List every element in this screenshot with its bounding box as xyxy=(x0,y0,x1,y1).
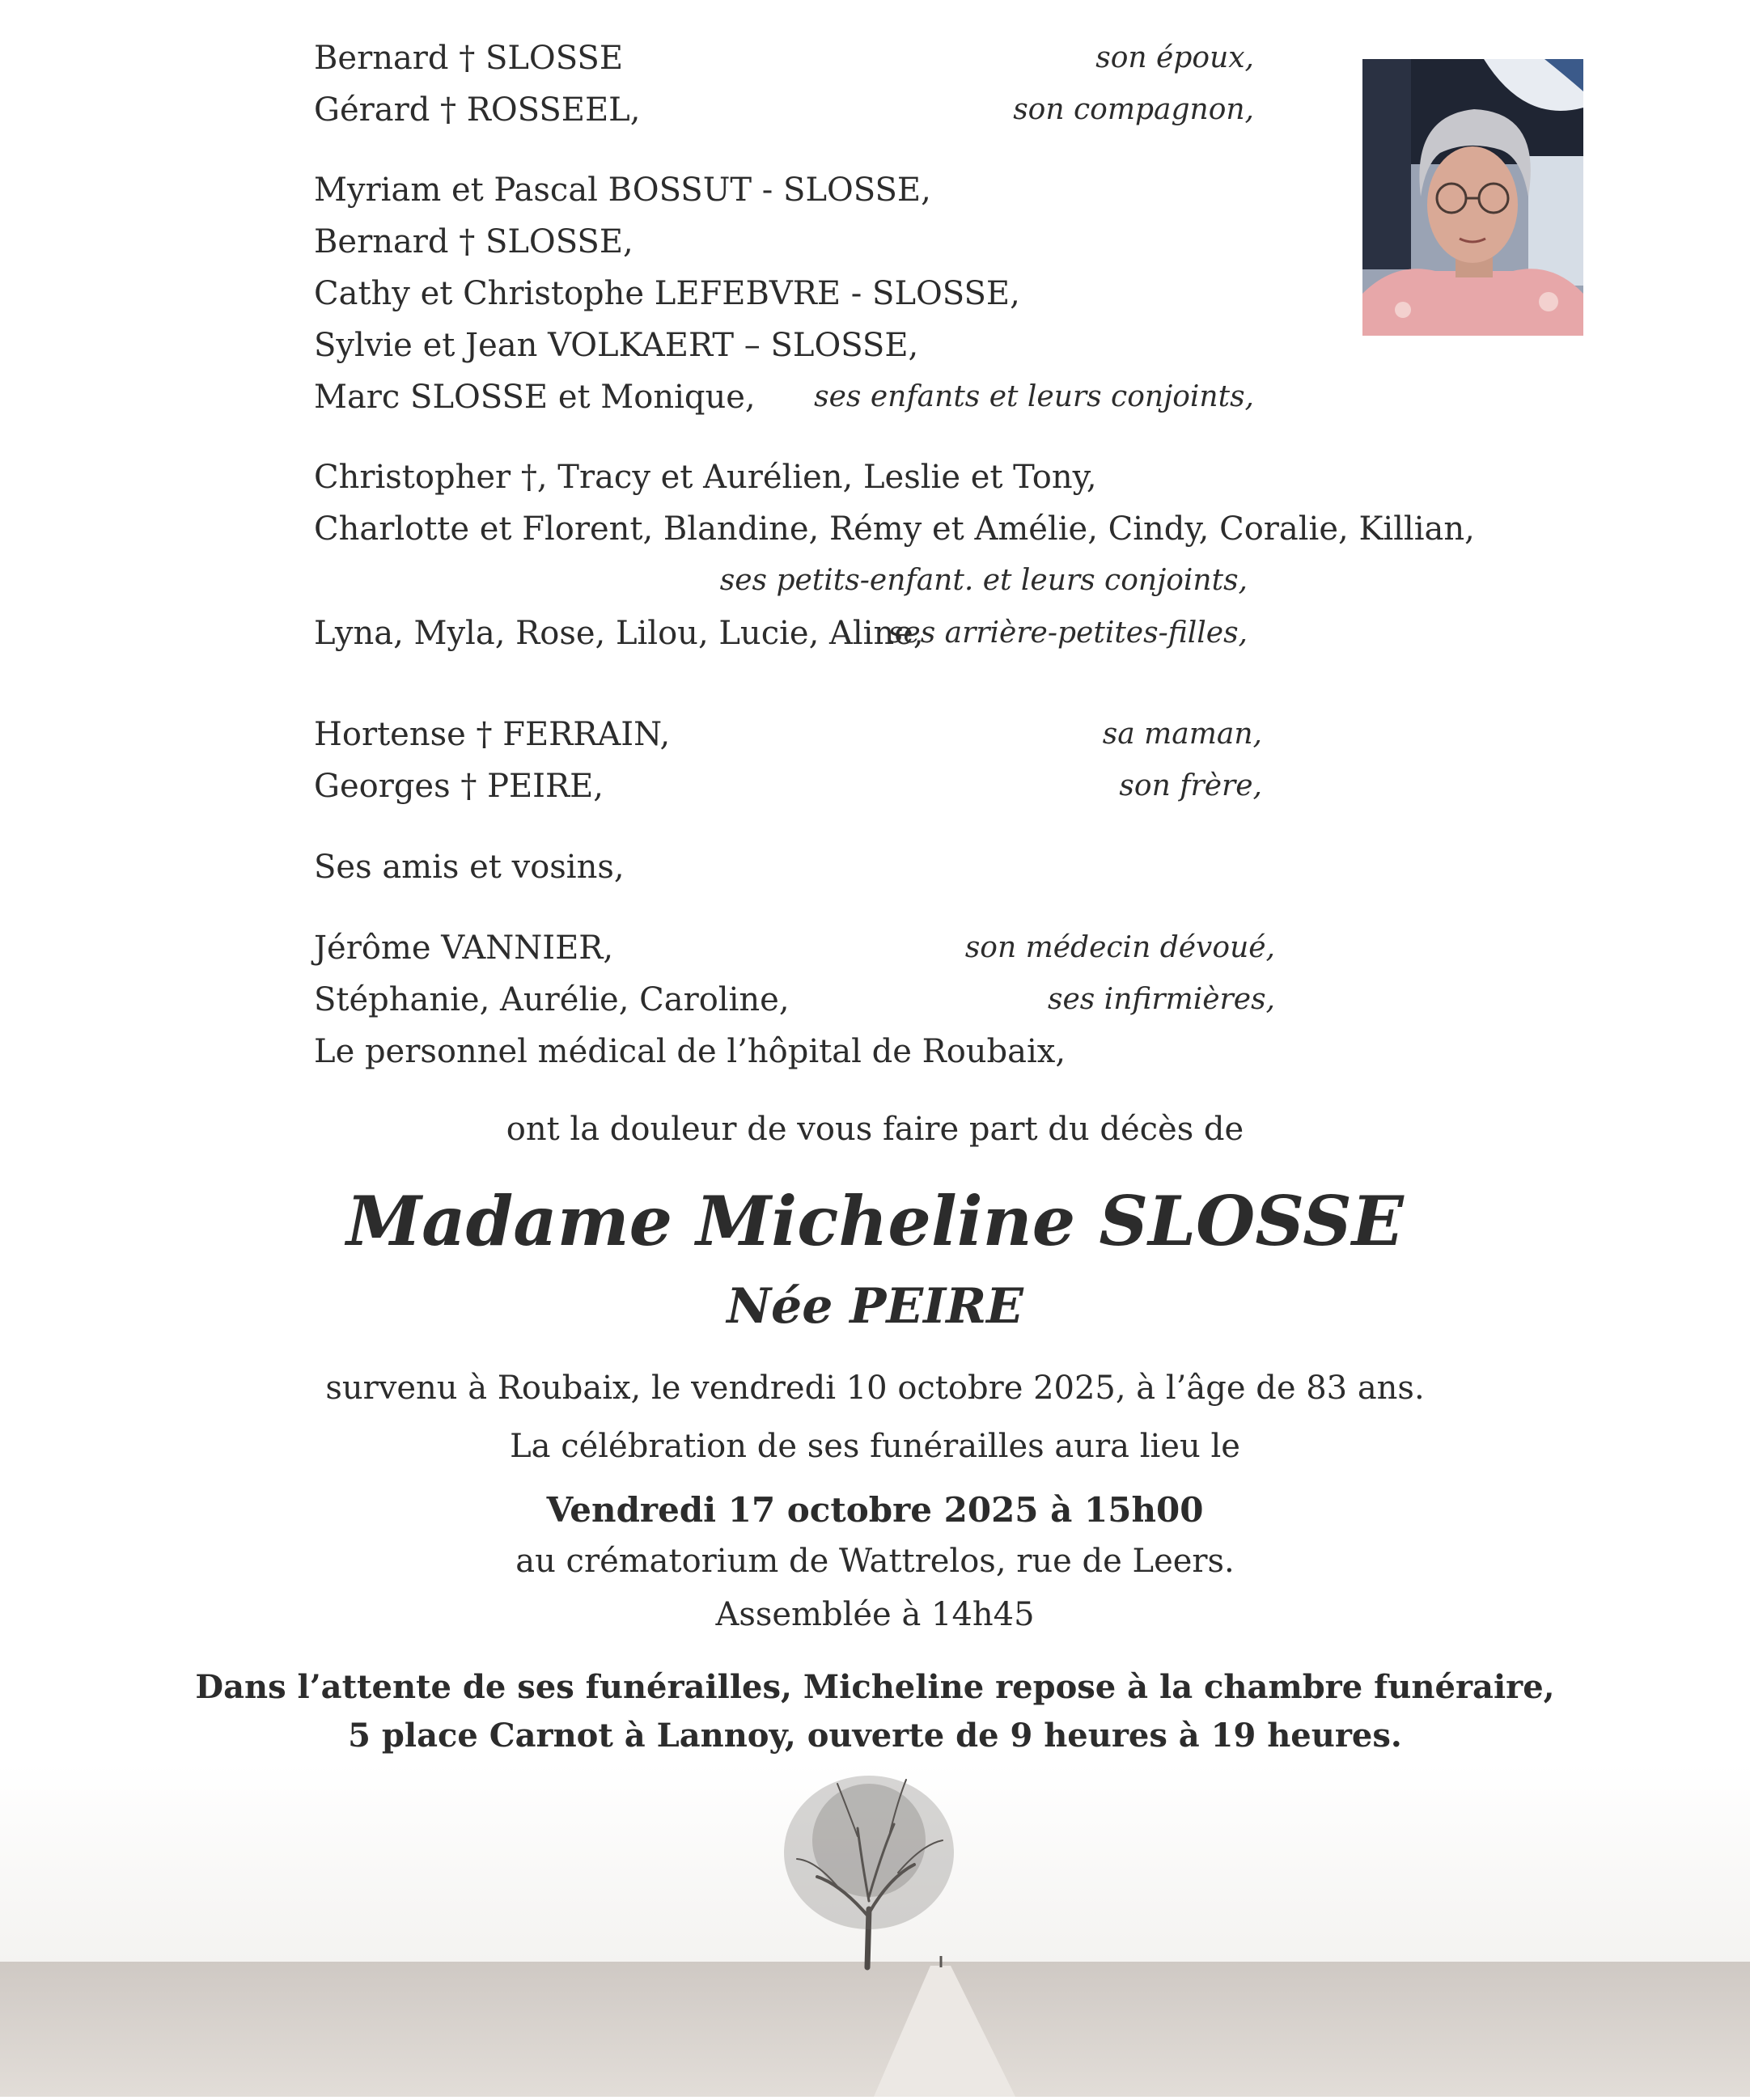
family-role: ses petits-enfant. et leurs conjoints, xyxy=(719,564,1248,597)
deceased-name: Madame Micheline SLOSSE xyxy=(346,1181,1404,1261)
family-name: Jérôme VANNIER, xyxy=(314,929,614,967)
family-name: Bernard † SLOSSE xyxy=(314,40,624,77)
family-name: Gérard † ROSSEEL, xyxy=(314,91,641,129)
family-role: son médecin dévoué, xyxy=(964,931,1275,964)
family-name: Christopher †, Tracy et Aurélien, Leslie et Tony, xyxy=(314,459,1097,496)
family-name: Sylvie et Jean VOLKAERT – SLOSSE, xyxy=(314,327,919,364)
family-name: Myriam et Pascal BOSSUT - SLOSSE, xyxy=(314,171,931,209)
family-name: Lyna, Myla, Rose, Lilou, Lucie, Aline, xyxy=(314,615,924,652)
intro-text: ont la douleur de vous faire part du décès de xyxy=(506,1111,1244,1148)
family-name: Stéphanie, Aurélie, Caroline, xyxy=(314,981,790,1018)
family-role: ses enfants et leurs conjoints, xyxy=(814,380,1254,413)
maiden-name: Née PEIRE xyxy=(727,1278,1023,1335)
rest-info-1: Dans l’attente de ses funérailles, Micheline repose à la chambre funéraire, xyxy=(195,1668,1555,1706)
funeral-date: Vendredi 17 octobre 2025 à 15h00 xyxy=(546,1490,1204,1530)
assembly-time: Assemblée à 14h45 xyxy=(715,1596,1035,1633)
family-name: Bernard † SLOSSE, xyxy=(314,223,633,260)
funeral-place: au crématorium de Wattrelos, rue de Leers. xyxy=(515,1543,1235,1580)
family-name: Marc SLOSSE et Monique, xyxy=(314,379,756,416)
family-name: Cathy et Christophe LEFEBVRE - SLOSSE, xyxy=(314,275,1020,312)
family-name: Charlotte et Florent, Blandine, Rémy et Amélie, Cindy, Coralie, Killian, xyxy=(314,510,1475,548)
family-role: sa maman, xyxy=(1102,718,1262,751)
celebration-intro: La célébration de ses funérailles aura lieu le xyxy=(510,1428,1240,1465)
family-role: ses infirmières, xyxy=(1047,983,1275,1016)
family-name: Ses amis et vosins, xyxy=(314,849,625,886)
family-role: son frère, xyxy=(1119,769,1262,802)
family-name: Le personnel médical de l’hôpital de Roubaix, xyxy=(314,1033,1066,1070)
landscape-tree-image xyxy=(0,1763,1750,2097)
portrait-photo xyxy=(1362,59,1583,336)
family-name: Georges † PEIRE, xyxy=(314,768,604,805)
family-role: son époux, xyxy=(1095,41,1254,74)
death-text: survenu à Roubaix, le vendredi 10 octobre 2025, à l’âge de 83 ans. xyxy=(325,1370,1425,1407)
family-role: ses arrière-petites-filles, xyxy=(888,616,1248,650)
rest-info-2: 5 place Carnot à Lannoy, ouverte de 9 heures à 19 heures. xyxy=(348,1717,1402,1755)
family-role: son compagnon, xyxy=(1013,93,1254,126)
family-name: Hortense † FERRAIN, xyxy=(314,716,671,753)
